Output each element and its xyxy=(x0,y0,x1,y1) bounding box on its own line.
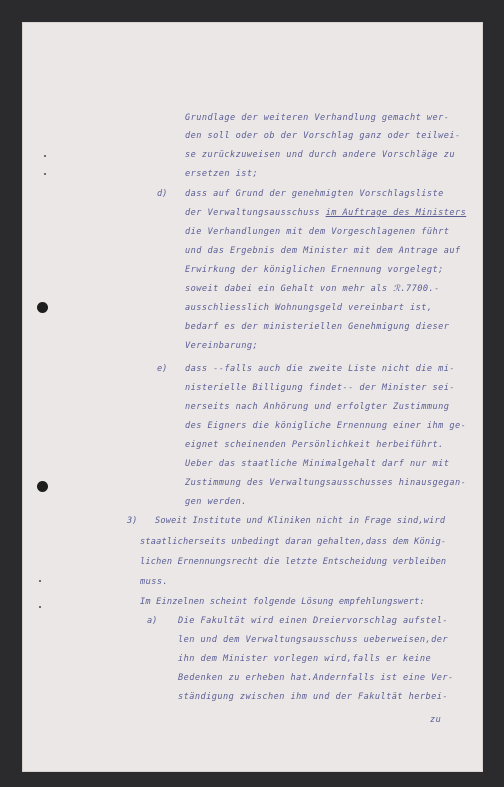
punch-hole-lower xyxy=(37,481,48,492)
text-line: dass auf Grund der genehmigten Vorschlagsliste xyxy=(185,189,444,199)
underlined-text: im Auftrage des Ministers xyxy=(325,208,467,218)
catchword: zu xyxy=(430,715,442,725)
margin-mark xyxy=(39,606,41,608)
text-line: des Eigners die königliche Ernennung einer ihm ge- xyxy=(185,421,467,431)
text-span: der Verwaltungsausschuss xyxy=(185,208,326,218)
text-line: staatlicherseits unbedingt daran gehalten,dass dem König- xyxy=(140,537,447,547)
text-line: muss. xyxy=(140,577,169,587)
item-label-a: a) xyxy=(147,616,158,626)
text-line: se zurückzuweisen und durch andere Vorschläge zu xyxy=(185,150,455,160)
text-line: Erwirkung der königlichen Ernennung vorgelegt; xyxy=(185,265,444,275)
text-line: Grundlage der weiteren Verhandlung gemacht wer- xyxy=(185,113,450,123)
text-line: gen werden. xyxy=(185,497,247,507)
text-line: und das Ergebnis dem Minister mit dem Antrage auf xyxy=(185,246,461,256)
text-line: Ueber das staatliche Minimalgehalt darf nur mit xyxy=(185,459,450,469)
text-line: den soll oder ob der Vorschlag ganz oder teilwei- xyxy=(185,131,461,141)
text-line: Zustimmung des Verwaltungsausschusses hinausgegan- xyxy=(185,478,467,488)
margin-mark xyxy=(44,155,46,157)
text-line: len und dem Verwaltungsausschuss ueberweisen,der xyxy=(178,635,448,645)
margin-mark xyxy=(39,580,41,582)
text-line: Soweit Institute und Kliniken nicht in Frage sind,wird xyxy=(155,516,446,526)
text-line: ihn dem Minister vorlegen wird,falls er keine xyxy=(178,654,432,664)
text-line: dass --falls auch die zweite Liste nicht die mi- xyxy=(185,364,455,374)
section-label-3: 3) xyxy=(127,516,138,526)
text-line: eignet scheinenden Persönlichkeit herbeiführt. xyxy=(185,440,444,450)
margin-mark xyxy=(44,173,46,175)
punch-hole-upper xyxy=(37,302,48,313)
text-line: die Verhandlungen mit dem Vorgeschlagenen führt xyxy=(185,227,450,237)
text-line: bedarf es der ministeriellen Genehmigung dieser xyxy=(185,322,450,332)
text-line: Bedenken zu erheben hat.Andernfalls ist eine Ver- xyxy=(178,673,454,683)
text-line: ersetzen ist; xyxy=(185,169,259,179)
item-label-d: d) xyxy=(157,189,168,199)
text-line: soweit dabei ein Gehalt von mehr als ℛ.7700.- xyxy=(185,284,440,294)
text-line: nisterielle Billigung findet-- der Minister sei- xyxy=(185,383,455,393)
text-line: nerseits nach Anhörung und erfolgter Zustimmung xyxy=(185,402,450,412)
text-line: lichen Ernennungsrecht die letzte Entscheidung verbleiben xyxy=(140,557,447,567)
text-line: ständigung zwischen ihm und der Fakultät herbei- xyxy=(178,692,448,702)
item-label-e: e) xyxy=(157,364,168,374)
text-line: Die Fakultät wird einen Dreiervorschlag aufstel- xyxy=(178,616,448,626)
text-line: Im Einzelnen scheint folgende Lösung empfehlungswert: xyxy=(140,597,425,607)
text-line: Vereinbarung; xyxy=(185,341,259,351)
text-line: ausschliesslich Wohnungsgeld vereinbart ist, xyxy=(185,303,433,313)
text-line xyxy=(185,208,466,218)
